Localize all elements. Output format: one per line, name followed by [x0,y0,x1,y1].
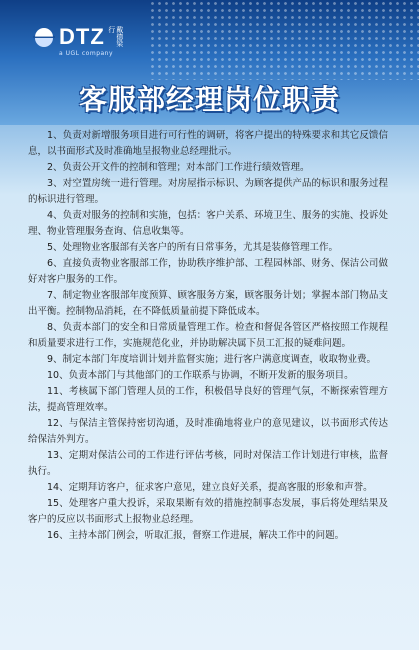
duty-item: 4、负责对服务的控制和实施，包括：客户关系、环境卫生、服务的实施、投诉处理、物业管理服务查询、信息收集等。 [28,210,388,237]
duty-item: 15、处理客户重大投诉，采取果断有效的措施控制事态发展，事后将处理结果及客户的反应以书面形式上报物业总经理。 [28,498,388,525]
dot-pattern-decoration [149,0,419,80]
duty-item: 13、定期对保洁公司的工作进行评估考核，同时对保洁工作计划进行审核，监督执行。 [28,450,388,477]
duty-item: 16、主持本部门例会，听取汇报，督察工作进展，解决工作中的问题。 [47,530,345,541]
logo-brand-text: DTZ [59,24,105,49]
duty-item: 1、负责对新增服务项目进行可行性的调研，将客户提出的特殊要求和其它反馈信息，以书面形式及时准确地呈报物业总经理批示。 [28,130,388,157]
duty-item: 14、定期拜访客户，征求客户意见，建立良好关系，提高客服的形象和声誉。 [47,482,373,493]
dtz-logo-icon [33,26,55,48]
page-title: 客服部经理岗位职责 [78,83,340,116]
logo-brand-cn-text: 戴德梁行 [107,26,124,47]
duty-item: 10、负责本部门与其他部门的工作联系与协调，不断开发新的服务项目。 [47,370,354,381]
duty-item: 2、负责公开文件的控制和管理；对本部门工作进行绩效管理。 [47,162,310,173]
duty-item: 12、与保洁主管保持密切沟通，及时准确地将业户的意见建议，以书面形式传达给保洁外判方。 [28,418,388,445]
company-logo [33,26,124,57]
duty-item: 7、制定物业客服部年度预算、顾客服务方案，顾客服务计划；掌握本部门物品支出平衡。控制物品消耗，在不降低质量前提下降低成本。 [28,290,388,317]
duties-list [28,128,388,544]
logo-subtitle: a UGL company [59,50,114,57]
duty-item: 11、考核属下部门管理人员的工作，积极倡导良好的管理气氛，不断探索管理方法，提高管理效率。 [28,386,388,413]
duty-item: 5、处理物业客服部有关客户的所有日常事务，尤其是装修管理工作。 [47,242,339,253]
duty-item: 8、负责本部门的安全和日常质量管理工作。检查和督促各管区严格按照工作规程和质量要求进行工作，实施规范化业，并协助解决属下员工汇报的疑难问题。 [28,322,388,349]
duty-item: 9、制定本部门年度培训计划并监督实施；进行客户满意度调查，收取物业费。 [47,354,377,365]
duty-item: 6、直接负责物业客服部工作，协助秩序维护部、工程园林部、财务、保洁公司做好对客户服务的工作。 [28,258,388,285]
duty-item: 3、对空置房统一进行管理。对房屋指示标识、为顾客提供产品的标识和服务过程的标识进行管理。 [28,178,388,205]
